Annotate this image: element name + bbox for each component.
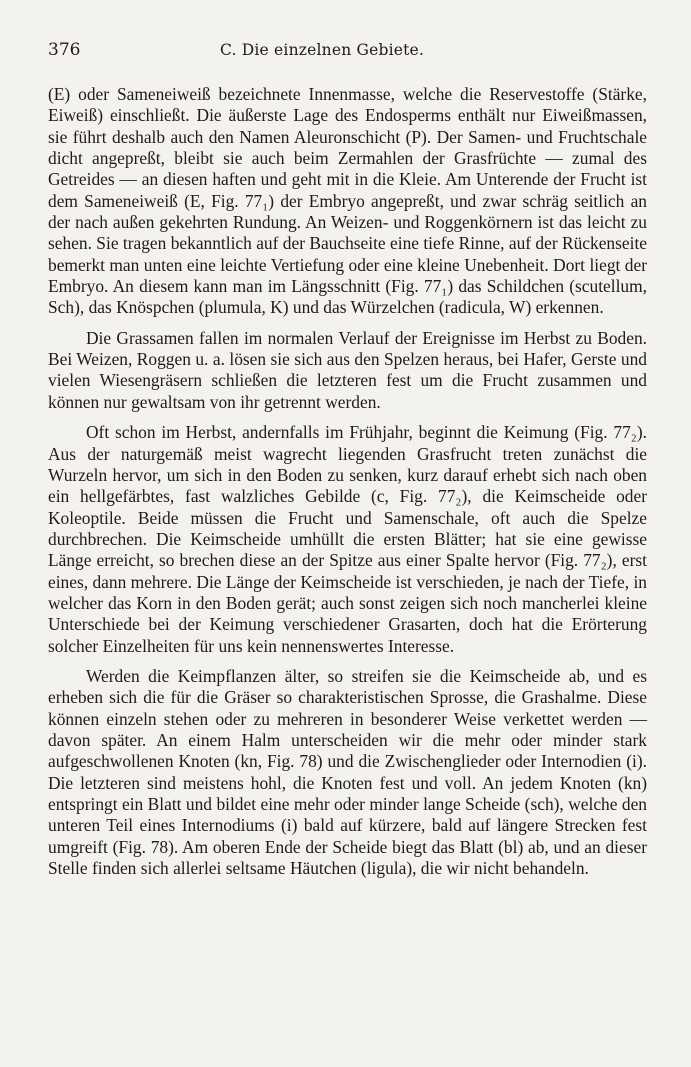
paragraph-4: Werden die Keimpflanzen älter, so streifen sie die Keimscheide ab, und es erheben sich die für die Gräser so charakteristischen Sprosse, die Grashalme. Diese können einzeln stehen oder zu mehreren in besonderer Weise verkettet werden — davon später. An einem Halm unterscheiden wir die mehr oder minder stark aufgeschwollenen Knoten (kn, Fig. 78) und die Zwischenglieder oder Internodien (i). Die letzteren sind meistens hohl, die Knoten fest und voll. An jedem Knoten (kn) entspringt ein Blatt und bildet eine mehr oder minder lange Scheide (sch), welche den unteren Teil eines Internodiums (i) bald auf kürzere, bald auf längere Strecken fest umgreift (Fig. 78). Am oberen Ende der Scheide biegt das Blatt (bl) ab, und an dieser Stelle finden sich allerlei seltsame Häutchen (ligula), die wir nicht behandeln. <box>48 665 647 879</box>
paragraph-1: (E) oder Sameneiweiß bezeichnete Innenmasse, welche die Reservestoffe (Stärke, Eiweiß) einschließt. Die äußerste Lage des Endosperms enthält nur Eiweißmassen, sie führt deshalb auch den Namen Aleuronschicht (P). Der Samen- und Fruchtschale dicht angepreßt, bleibt sie auch beim Zermahlen der Grasfrüchte — zumal des Getreides — an diesen haften und geht mit in die Kleie. Am Unterende der Frucht ist dem Sameneiweiß (E, Fig. 77₁) der Embryo angepreßt, und zwar schräg seitlich an der nach außen gekehrten Rundung. An Weizen- und Roggenkörnern ist das leicht zu sehen. Sie tragen bekanntlich auf der Bauchseite eine tiefe Rinne, auf der Rückenseite bemerkt man unten eine leichte Vertiefung oder eine kleine Unebenheit. Dort liegt der Embryo. An diesem kann man im Längsschnitt (Fig. 77₁) das Schildchen (scutellum, Sch), das Knöspchen (plumula, K) und das Würzelchen (radicula, W) erkennen. <box>48 84 647 318</box>
page-header <box>48 40 647 70</box>
page-number: 376 <box>48 40 81 60</box>
paragraph-2: Die Grassamen fallen im normalen Verlauf der Ereignisse im Herbst zu Boden. Bei Weizen, Roggen u. a. lösen sie sich aus den Spelzen heraus, bei Hafer, Gerste und vielen Wiesengräsern schließen die letzteren fest um die Frucht zusammen und können nur gewaltsam von ihr getrennt werden. <box>48 327 647 412</box>
body-text <box>48 84 647 879</box>
paragraph-3: Oft schon im Herbst, andernfalls im Frühjahr, beginnt die Keimung (Fig. 77₂). Aus der naturgemäß meist wagrecht liegenden Grasfrucht treten zunächst die Wurzeln hervor, um sich in den Boden zu senken, kurz darauf erhebt sich nach oben ein hellgefärbtes, fast walzliches Gebilde (c, Fig. 77₂), die Keimscheide oder Koleoptile. Beide müssen die Frucht und Samenschale, oft auch die Spelze durchbrechen. Die Keimscheide umhüllt die ersten Blätter; hat sie eine gewisse Länge erreicht, so brechen diese an der Spitze aus einer Spalte hervor (Fig. 77₂), erst eines, dann mehrere. Die Länge der Keimscheide ist verschieden, je nach der Tiefe, in welcher das Korn in den Boden gerät; auch sonst zeigen sich noch mancherlei kleine Unterschiede bei der Keimung verschiedener Grasarten, doch hat die Erörterung solcher Einzelheiten für uns kein nennenswertes Interesse. <box>48 422 647 656</box>
running-title: C. Die einzelnen Gebiete. <box>220 41 425 59</box>
